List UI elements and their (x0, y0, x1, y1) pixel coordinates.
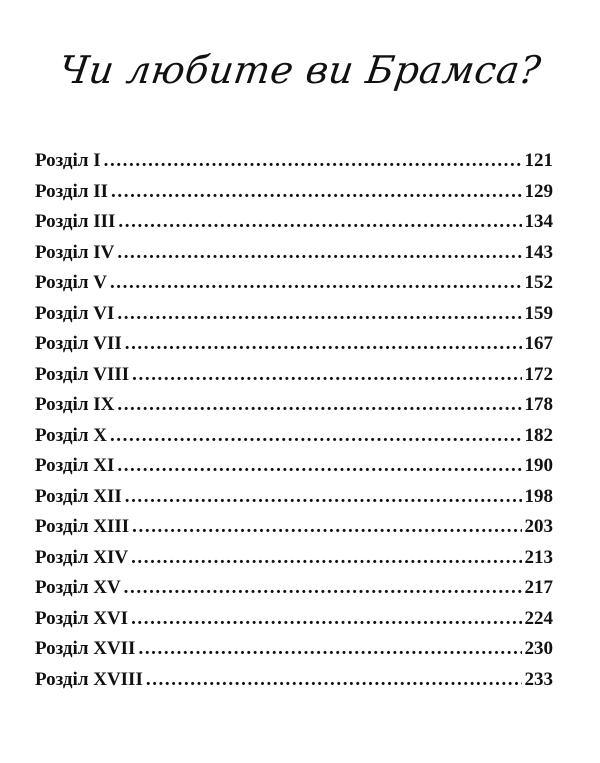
toc-entry-page: 172 (524, 363, 553, 385)
toc-entry (35, 604, 553, 635)
toc-leader-dots (104, 146, 522, 176)
toc-entry-label: Розділ XIV (35, 546, 129, 568)
toc-entry-label: Розділ V (35, 272, 107, 293)
toc-entry-label: Розділ II (35, 180, 109, 202)
toc-entry-label: Розділ XII (35, 485, 122, 507)
toc-entry (35, 512, 553, 543)
toc-entry (35, 238, 553, 269)
toc-leader-dots (124, 573, 522, 603)
toc-leader-dots (117, 299, 521, 329)
toc-leader-dots (110, 268, 522, 298)
toc-entry-page: 178 (524, 394, 553, 415)
toc-entry-label: Розділ XVIII (35, 668, 143, 690)
toc-entry-label: Розділ IX (35, 394, 115, 415)
toc-entry-label: Розділ XV (35, 577, 121, 598)
toc-leader-dots (125, 329, 522, 359)
toc-entry-page: 198 (524, 485, 553, 507)
toc-entry (35, 634, 553, 665)
toc-entry-page: 213 (524, 546, 553, 568)
toc-entry-label: Розділ XIII (35, 516, 130, 537)
toc-entry-page: 190 (524, 455, 553, 476)
toc-entry (35, 573, 553, 604)
toc-entry (35, 421, 553, 452)
toc-entry (35, 543, 553, 574)
toc-entry-page: 233 (524, 668, 553, 690)
toc-leader-dots (117, 238, 521, 268)
toc-entry-page: 121 (524, 150, 553, 171)
toc-leader-dots (132, 512, 521, 542)
toc-entry-page: 167 (524, 333, 553, 354)
toc-leader-dots (111, 177, 521, 207)
page-title: Чи любите ви Брамса? (56, 48, 544, 92)
toc-leader-dots (131, 543, 521, 573)
toc-entry-label: Розділ IV (35, 241, 115, 263)
toc-entry-page: 224 (524, 607, 553, 629)
toc-entry-page: 152 (524, 272, 553, 293)
toc-entry-label: Розділ XI (35, 455, 115, 476)
toc-leader-dots (131, 604, 521, 634)
toc-entry (35, 390, 553, 421)
toc-entry-page: 182 (524, 424, 553, 446)
toc-entry (35, 451, 553, 482)
toc-entry-page: 230 (524, 638, 553, 659)
toc-entry-page: 159 (524, 302, 553, 324)
toc-entry-label: Розділ III (35, 211, 116, 232)
toc-entry-label: Розділ VIII (35, 363, 130, 385)
toc-entry (35, 207, 553, 238)
toc-entry-label: Розділ XVII (35, 638, 136, 659)
toc-entry (35, 177, 553, 208)
toc-entry-label: Розділ X (35, 424, 107, 446)
toc-entry-label: Розділ I (35, 150, 101, 171)
toc-entry-page: 217 (524, 577, 553, 598)
toc-entry (35, 329, 553, 360)
toc-entry-page: 203 (524, 516, 553, 537)
toc-entry (35, 665, 553, 696)
toc-entry-page: 134 (524, 211, 553, 232)
table-of-contents (35, 146, 553, 695)
toc-leader-dots (125, 482, 522, 512)
toc-leader-dots (138, 634, 521, 664)
toc-entry-label: Розділ VI (35, 302, 115, 324)
toc-leader-dots (110, 421, 522, 451)
toc-entry-label: Розділ XVI (35, 607, 129, 629)
toc-entry (35, 360, 553, 391)
toc-entry-page: 129 (524, 180, 553, 202)
toc-leader-dots (117, 451, 521, 481)
toc-leader-dots (117, 390, 521, 420)
toc-leader-dots (146, 665, 522, 695)
toc-entry-page: 143 (524, 241, 553, 263)
toc-entry (35, 146, 553, 177)
toc-entry (35, 268, 553, 299)
toc-leader-dots (132, 360, 521, 390)
toc-entry (35, 482, 553, 513)
toc-entry-label: Розділ VII (35, 333, 122, 354)
toc-leader-dots (118, 207, 521, 237)
toc-entry (35, 299, 553, 330)
